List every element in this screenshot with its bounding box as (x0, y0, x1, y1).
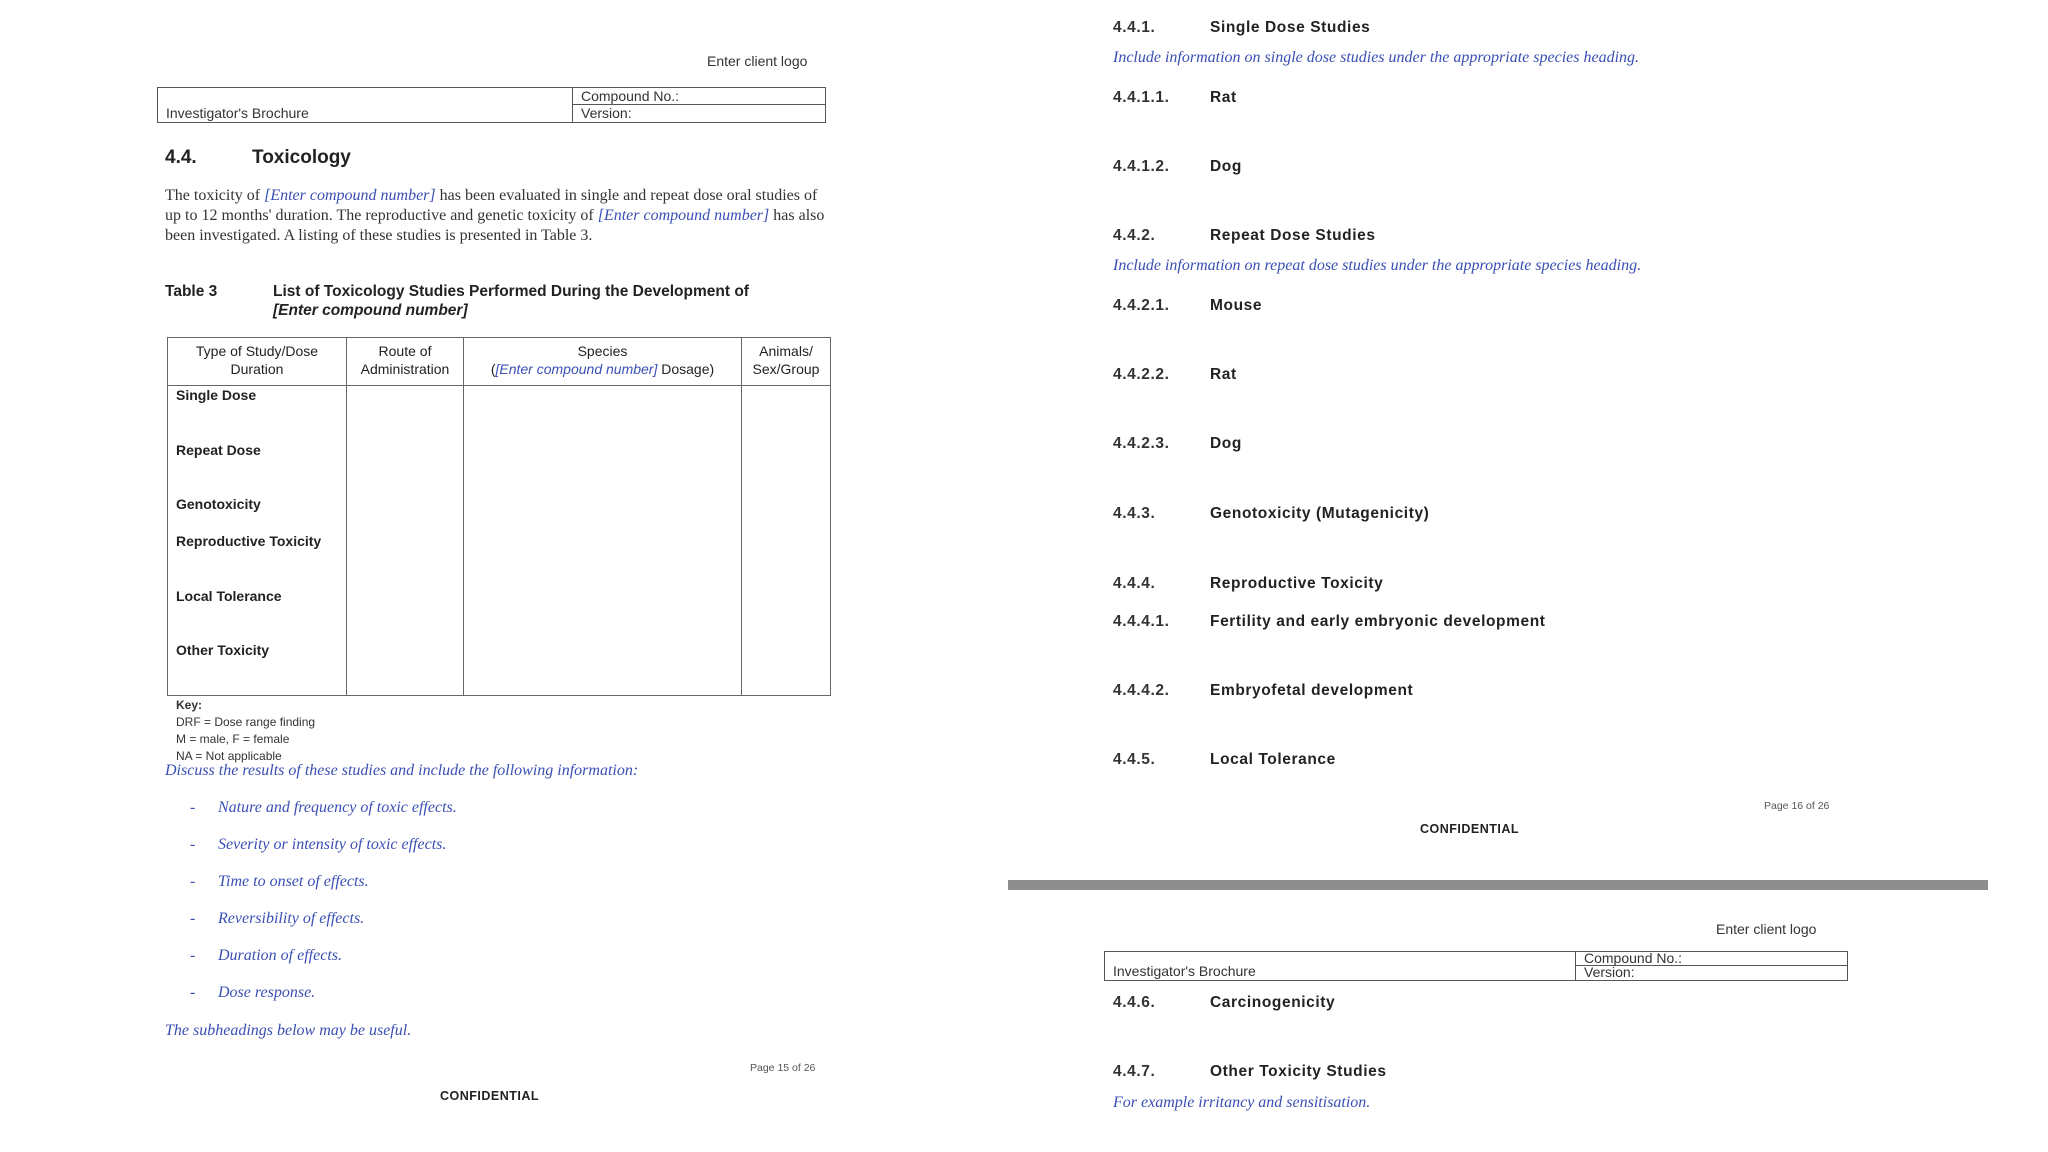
section-number: 4.4.1.2. (1113, 158, 1170, 175)
intro-text-1: The toxicity of (165, 187, 265, 204)
bullet-item: - Time to onset of effects. (190, 873, 369, 890)
section-number: 4.4.3. (1113, 505, 1156, 522)
section-title: Single Dose Studies (1210, 19, 1371, 36)
section-title: Dog (1210, 158, 1242, 175)
section-title: Dog (1210, 435, 1242, 452)
section-number: 4.4.4.2. (1113, 682, 1170, 699)
single-dose-instruction: Include information on single dose studies under the appropriate species heading. (1113, 49, 1640, 66)
header-title: Investigator's Brochure (158, 88, 573, 122)
intro-text-2: has been evaluated in single and repeat dose oral studies of up to 12 months' duration. The reproductive and genetic toxicity of (165, 187, 818, 224)
row-other-toxicity: Other Toxicity (176, 642, 270, 658)
page-header-table (157, 87, 826, 123)
section-number: 4.4.7. (1113, 1063, 1156, 1080)
row-repeat-dose: Repeat Dose (176, 442, 261, 458)
section-number: 4.4.2.1. (1113, 297, 1170, 314)
table-header-type: Type of Study/Dose Duration (195, 343, 319, 377)
table-caption-compound: [Enter compound number] (273, 302, 468, 319)
section-title: Rat (1210, 366, 1237, 383)
header-title: Investigator's Brochure (1105, 952, 1576, 980)
section-title: Rat (1210, 89, 1237, 106)
section-number-4-4: 4.4. (165, 147, 197, 168)
row-local-tolerance: Local Tolerance (176, 588, 282, 604)
section-title-toxicology: Toxicology (252, 147, 351, 168)
bullet-item: - Dose response. (190, 984, 316, 1001)
bullet-item: - Reversibility of effects. (190, 910, 365, 927)
table-header-route: Route of Administration (360, 343, 450, 377)
section-number: 4.4.1. (1113, 19, 1156, 36)
page-divider (1008, 880, 1988, 890)
section-number: 4.4.6. (1113, 994, 1156, 1011)
section-title: Repeat Dose Studies (1210, 227, 1376, 244)
section-title: Other Toxicity Studies (1210, 1063, 1387, 1080)
section-number: 4.4.4.1. (1113, 613, 1170, 630)
bullet-item: - Nature and frequency of toxic effects. (190, 799, 457, 816)
compound-placeholder-1: [Enter compound number] (264, 187, 436, 204)
section-title: Reproductive Toxicity (1210, 575, 1384, 592)
table-header-species: Species ([Enter compound number] Dosage) (490, 343, 715, 377)
header-compound-label: Compound No.: (1576, 952, 1847, 966)
section-title: Local Tolerance (1210, 751, 1336, 768)
section-number: 4.4.1.1. (1113, 89, 1170, 106)
row-genotoxicity: Genotoxicity (176, 496, 261, 512)
intro-paragraph (165, 186, 825, 246)
compound-placeholder-2: [Enter compound number] (597, 207, 770, 224)
page-number: Page 16 of 26 (1764, 800, 1830, 812)
key-title: Key: (176, 698, 203, 712)
confidential-footer: CONFIDENTIAL (1420, 822, 1520, 836)
table-caption-title: List of Toxicology Studies Performed During the Development of (273, 283, 749, 300)
section-title: Embryofetal development (1210, 682, 1414, 699)
row-single-dose: Single Dose (176, 387, 257, 403)
species-compound-placeholder: [Enter compound number] (495, 361, 658, 377)
key-item: M = male, F = female (176, 732, 290, 746)
header-compound-label: Compound No.: (573, 88, 825, 105)
client-logo-placeholder: Enter client logo (707, 53, 808, 69)
table-header-animals: Animals/ Sex/Group (752, 343, 820, 377)
section-title: Fertility and early embryonic development (1210, 613, 1546, 630)
bullet-item: - Duration of effects. (190, 947, 342, 964)
document-page-15 (0, 0, 1000, 1152)
section-number: 4.4.2. (1113, 227, 1156, 244)
table-key (176, 697, 315, 765)
discuss-instruction: Discuss the results of these studies and include the following information: (165, 762, 639, 779)
repeat-dose-instruction: Include information on repeat dose studies under the appropriate species heading. (1113, 257, 1642, 274)
confidential-footer: CONFIDENTIAL (440, 1089, 540, 1103)
section-title: Genotoxicity (Mutagenicity) (1210, 505, 1430, 522)
page-number: Page 15 of 26 (750, 1062, 816, 1074)
section-number: 4.4.5. (1113, 751, 1156, 768)
page-header-table (1104, 951, 1848, 981)
header-version-label: Version: (1584, 964, 1635, 980)
row-reproductive-toxicity: Reproductive Toxicity (176, 533, 322, 549)
key-item: NA = Not applicable (176, 749, 282, 763)
section-number: 4.4.4. (1113, 575, 1156, 592)
intro-text-3: has also been investigated. A listing of these studies is presented in Table 3. (165, 207, 825, 244)
client-logo-placeholder: Enter client logo (1716, 921, 1817, 937)
section-title: Carcinogenicity (1210, 994, 1336, 1011)
key-item: DRF = Dose range finding (176, 715, 316, 729)
section-number: 4.4.2.2. (1113, 366, 1170, 383)
toxicology-studies-table (167, 337, 831, 696)
header-version-label: Version: (581, 105, 632, 121)
section-title: Mouse (1210, 297, 1263, 314)
subheadings-note: The subheadings below may be useful. (165, 1022, 412, 1039)
table-caption-label: Table 3 (165, 283, 218, 300)
bullet-item: - Severity or intensity of toxic effects. (190, 836, 447, 853)
section-number: 4.4.2.3. (1113, 435, 1170, 452)
other-toxicity-instruction: For example irritancy and sensitisation. (1113, 1094, 1371, 1111)
